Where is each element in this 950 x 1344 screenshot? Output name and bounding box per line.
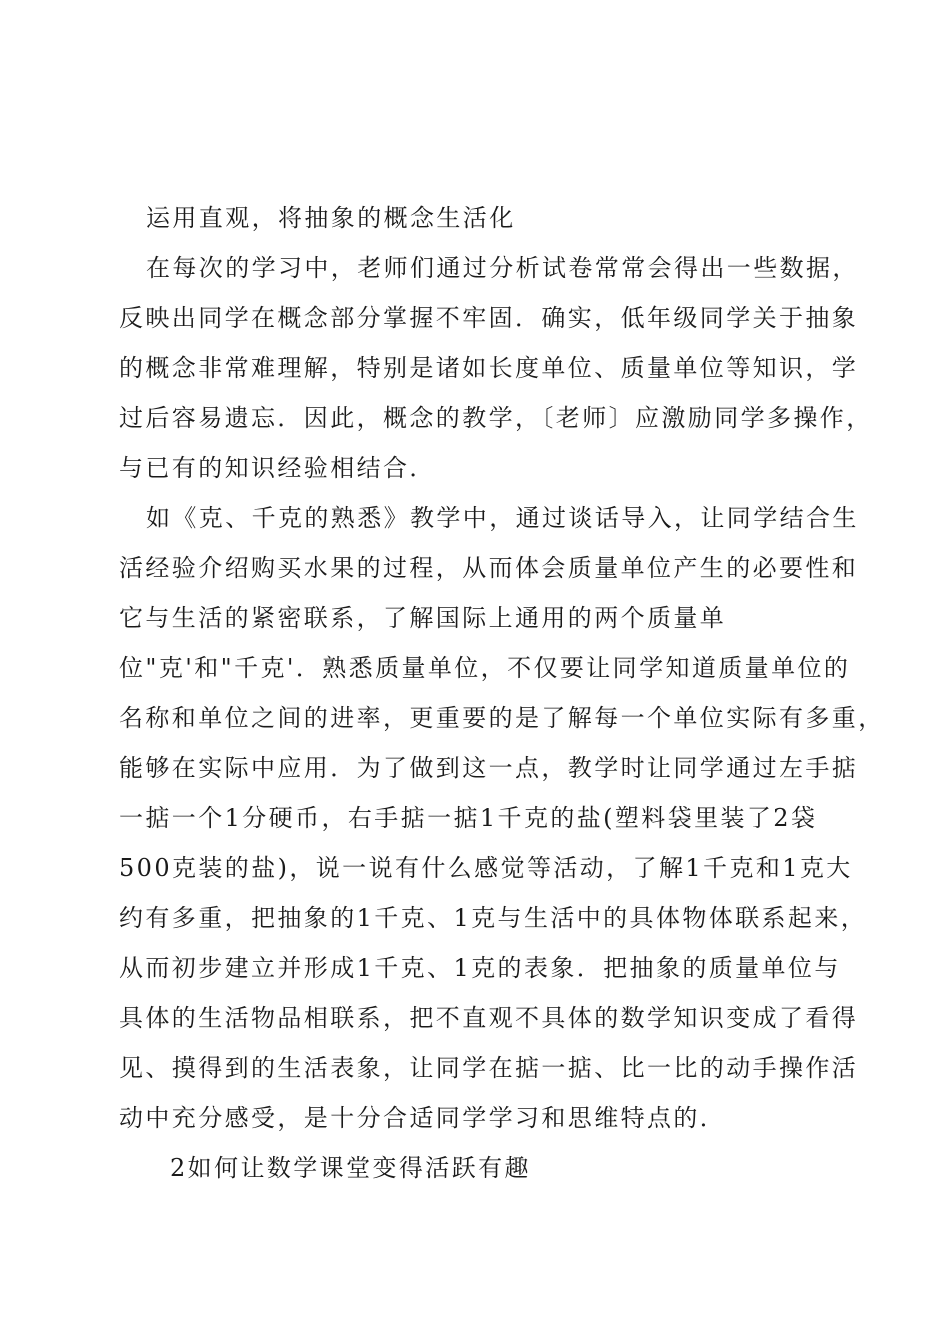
paragraph-line: 名称和单位之间的进率，更重要的是了解每一个单位实际有多重， xyxy=(119,704,885,732)
paragraph-line: 活经验介绍购买水果的过程，从而体会质量单位产生的必要性和 xyxy=(119,554,859,582)
paragraph-line: 具体的生活物品相联系，把不直观不具体的数学知识变成了看得 xyxy=(119,1004,859,1032)
paragraph-line: 见、摸得到的生活表象，让同学在掂一掂、比一比的动手操作活 xyxy=(119,1054,859,1082)
paragraph-line: 能够在实际中应用．为了做到这一点，教学时让同学通过左手掂 xyxy=(119,754,859,782)
paragraph-line: 与已有的知识经验相结合． xyxy=(119,454,436,482)
paragraph-line: 它与生活的紧密联系，了解国际上通用的两个质量单 xyxy=(119,604,727,632)
paragraph-line: 约有多重，把抽象的1千克、1克与生活中的具体物体联系起来， xyxy=(119,904,868,932)
paragraph-line: 反映出同学在概念部分掌握不牢固．确实，低年级同学关于抽象 xyxy=(119,304,859,332)
paragraph-line: 过后容易遗忘．因此，概念的教学，〔老师〕应激励同学多操作， xyxy=(119,404,873,432)
paragraph-line: 动中充分感受，是十分合适同学学习和思维特点的． xyxy=(119,1104,727,1132)
paragraph-line: 从而初步建立并形成1千克、1克的表象．把抽象的质量单位与 xyxy=(119,954,841,982)
paragraph-line: 位"克'和"千克'．熟悉质量单位，不仅要让同学知道质量单位的 xyxy=(119,654,851,682)
paragraph-line: 如《克、千克的熟悉》教学中，通过谈话导入，让同学结合生 xyxy=(146,504,859,532)
paragraph-line: 500克装的盐)，说一说有什么感觉等活动，了解1千克和1克大 xyxy=(119,854,853,882)
section-heading: 运用直观，将抽象的概念生活化 xyxy=(146,204,516,232)
paragraph-line: 的概念非常难理解，特别是诸如长度单位、质量单位等知识，学 xyxy=(119,354,859,382)
paragraph-line: 一掂一个1分硬币，右手掂一掂1千克的盐(塑料袋里装了2袋 xyxy=(119,804,818,832)
paragraph-line: 在每次的学习中，老师们通过分析试卷常常会得出一些数据， xyxy=(146,254,859,282)
subsection-heading: 2如何让数学课堂变得活跃有趣 xyxy=(170,1154,531,1182)
